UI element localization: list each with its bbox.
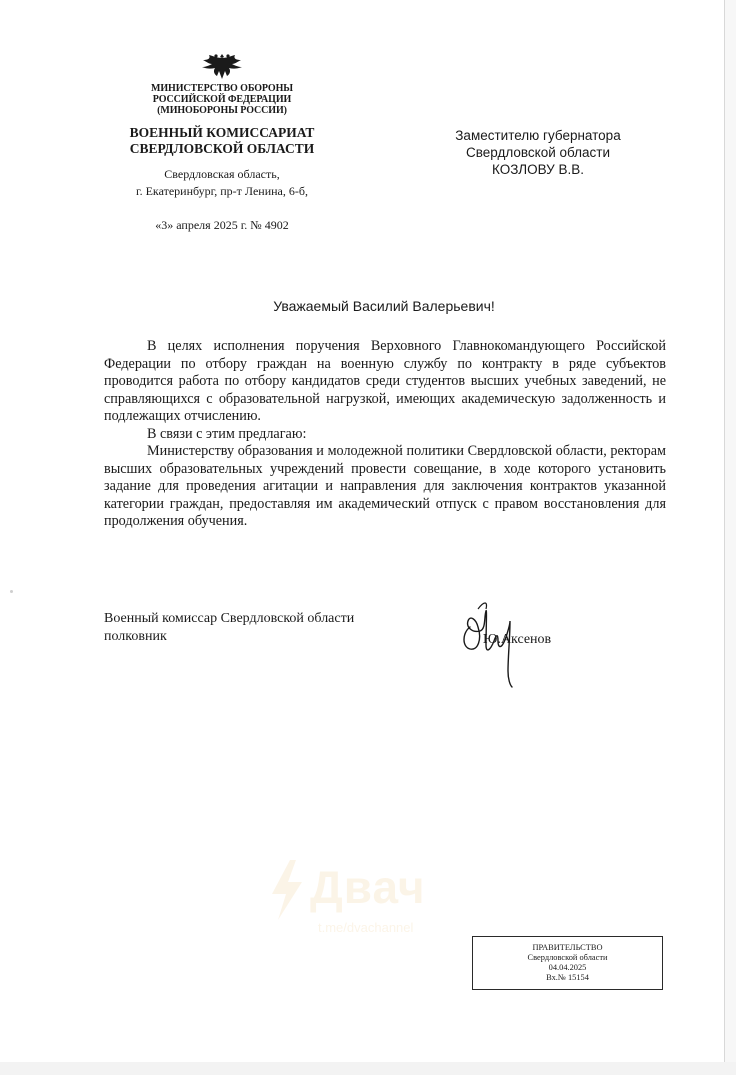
body-paragraph: Министерству образования и молодежной политики Свердловской области, ректорам высших образовательных учреждений провести совещание, в ходе которого установить задание для проведения агитации и направления для заключения контрактов указанной категории граждан, предоставляя им академический отпуск с правом восстановления для продолжения обучения.	[104, 443, 666, 529]
body-paragraph: В связи с этим предлагаю:	[147, 425, 307, 442]
lightning-icon	[268, 860, 306, 920]
scan-speck	[10, 590, 13, 593]
watermark	[268, 860, 478, 944]
letter-body	[104, 338, 666, 531]
body-paragraph: В целях исполнения поручения Верховного Главнокомандующего Российской Федерации по отбору граждан на военную службу по контракту в ряде субъектов проводится работа по отбору кандидатов среди студентов высших учебных заведений, не справляющихся с образовательной нагрузкой, имеющих академическую задолженность и подлежащих отчислению.	[104, 338, 666, 424]
stamp-org: ПРАВИТЕЛЬСТВО	[532, 943, 603, 952]
signatory-name: Ю.Аксенов	[483, 632, 552, 647]
watermark-text: Двач	[310, 861, 426, 913]
stamp-number: Вх.№ 15154	[546, 973, 589, 982]
addressee-block	[428, 127, 648, 178]
ministry-name: МИНИСТЕРСТВО ОБОРОНЫ РОССИЙСКОЙ ФЕДЕРАЦИИ (МИНОБОРОНЫ РОССИИ)	[151, 83, 293, 116]
letterhead	[96, 52, 348, 233]
organization-name: ВОЕННЫЙ КОМИССАРИАТ СВЕРДЛОВСКОЙ ОБЛАСТИ	[129, 125, 315, 156]
page-edge-bottom	[0, 1062, 736, 1075]
watermark-subtext: t.me/dvachannel	[318, 920, 414, 935]
organization-address: Свердловская область, г. Екатеринбург, пр-т Ленина, 6-б,	[136, 167, 308, 198]
double-headed-eagle-icon	[199, 52, 245, 80]
stamp-date: 04.04.2025	[548, 963, 587, 972]
addressee-region: Свердловской области	[465, 145, 610, 160]
page-edge	[725, 0, 736, 1062]
stamp-region: Свердловской области	[527, 953, 608, 962]
registration-stamp	[472, 936, 663, 990]
addressee-position: Заместителю губернатора	[455, 128, 621, 143]
signatory-title: Военный комиссар Свердловской области полковник	[104, 611, 355, 644]
addressee-name: КОЗЛОВУ В.В.	[492, 162, 584, 177]
outgoing-date-number: «3» апреля 2025 г. № 4902	[155, 218, 289, 232]
salutation: Уважаемый Василий Валерьевич!	[273, 298, 495, 314]
